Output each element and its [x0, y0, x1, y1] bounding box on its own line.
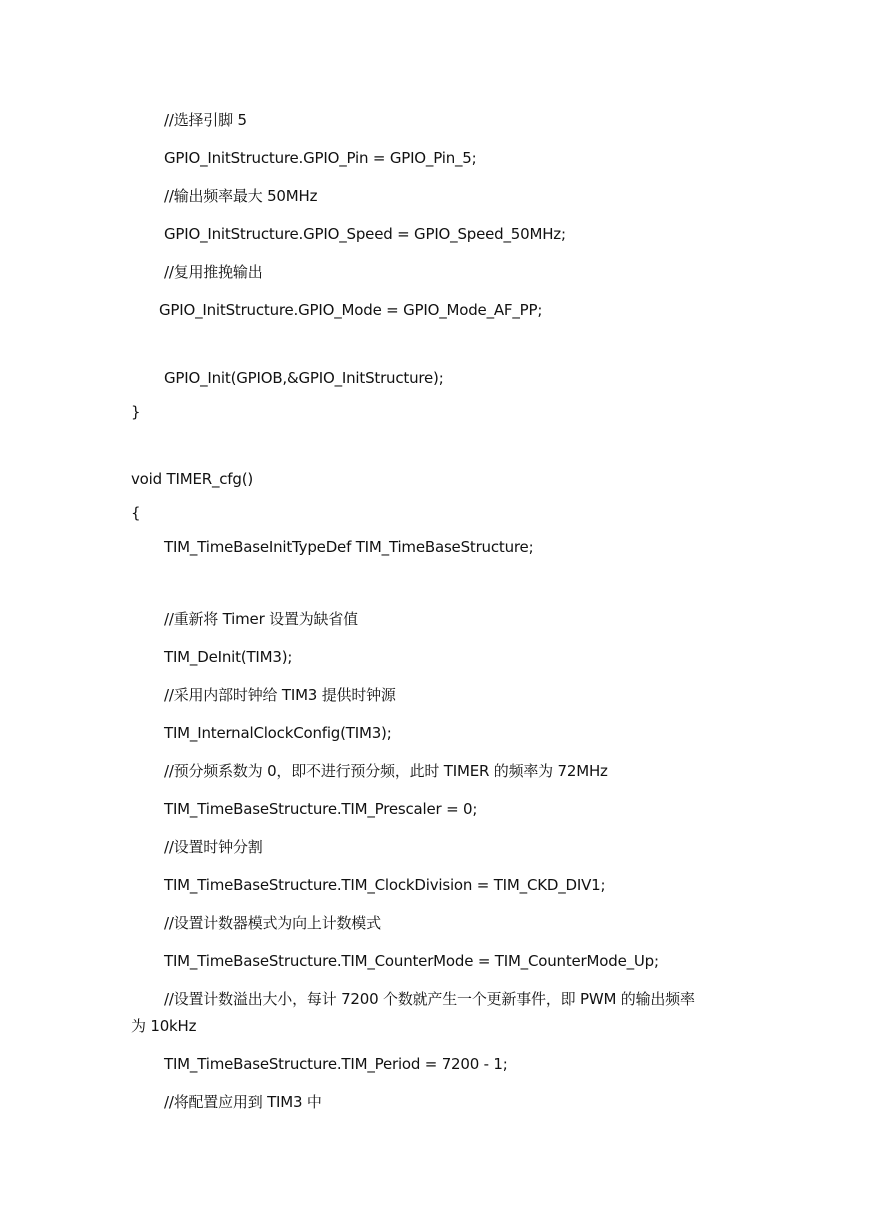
code-comment-line: //选择引脚 5: [164, 111, 247, 129]
code-brace: }: [131, 403, 141, 421]
code-line: GPIO_Init(GPIOB,&GPIO_InitStructure);: [164, 369, 444, 387]
code-comment-line: //采用内部时钟给 TIM3 提供时钟源: [164, 686, 396, 704]
code-comment-line: //设置计数器模式为向上计数模式: [164, 914, 381, 932]
code-comment-line: //重新将 Timer 设置为缺省值: [164, 610, 358, 628]
code-line: TIM_TimeBaseInitTypeDef TIM_TimeBaseStructure;: [164, 538, 534, 556]
code-comment-line: //输出频率最大 50MHz: [164, 187, 318, 205]
code-line: GPIO_InitStructure.GPIO_Mode = GPIO_Mode_AF_PP;: [159, 301, 543, 319]
code-line: TIM_TimeBaseStructure.TIM_ClockDivision = TIM_CKD_DIV1;: [164, 876, 606, 894]
code-comment-line-wrap: 为 10kHz: [131, 1017, 197, 1035]
code-line: GPIO_InitStructure.GPIO_Pin = GPIO_Pin_5;: [164, 149, 477, 167]
code-comment-line: //设置计数溢出大小，每计 7200 个数就产生一个更新事件，即 PWM 的输出频率: [164, 990, 695, 1008]
code-brace: {: [131, 504, 141, 522]
code-comment-line: //预分频系数为 0，即不进行预分频，此时 TIMER 的频率为 72MHz: [164, 762, 608, 780]
function-signature: void TIMER_cfg(): [131, 470, 253, 488]
code-line: TIM_DeInit(TIM3);: [164, 648, 293, 666]
code-line: TIM_TimeBaseStructure.TIM_Prescaler = 0;: [164, 800, 478, 818]
code-line: TIM_TimeBaseStructure.TIM_CounterMode = TIM_CounterMode_Up;: [164, 952, 659, 970]
code-comment-line: //复用推挽输出: [164, 263, 263, 281]
code-line: GPIO_InitStructure.GPIO_Speed = GPIO_Speed_50MHz;: [164, 225, 566, 243]
code-comment-line: //设置时钟分割: [164, 838, 263, 856]
code-line: TIM_TimeBaseStructure.TIM_Period = 7200 - 1;: [164, 1055, 508, 1073]
code-comment-line: //将配置应用到 TIM3 中: [164, 1093, 322, 1111]
code-line: TIM_InternalClockConfig(TIM3);: [164, 724, 392, 742]
